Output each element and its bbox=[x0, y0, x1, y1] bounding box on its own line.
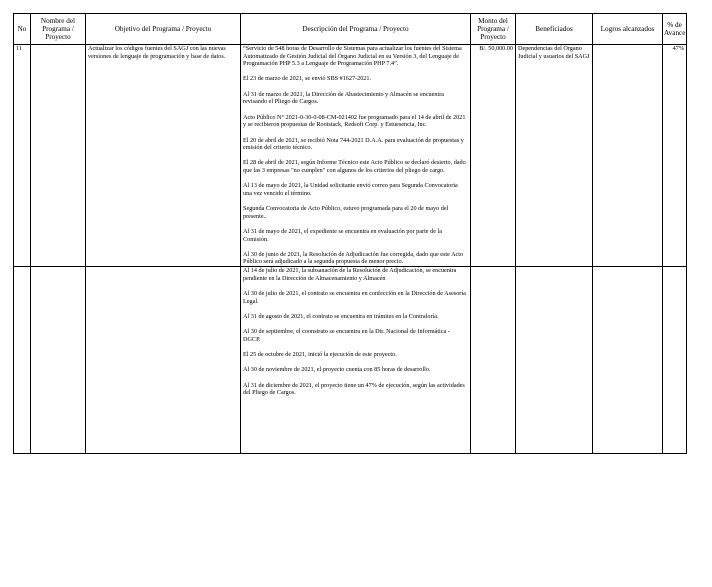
description-paragraph: Al 30 de septiembre, el coonstrato se encuentra en la Dir. Nacional de Informática - DGCP. bbox=[243, 328, 450, 343]
cell-avance: 47% bbox=[663, 45, 687, 267]
cell-nombre bbox=[31, 267, 86, 454]
description-paragraph: Al 31 de mayo de 2021, el expediente se encuentra en evaluación por parte de la Comisión. bbox=[243, 228, 442, 243]
cell-monto: B/. 50,000.00 bbox=[471, 45, 516, 267]
header-beneficiados: Beneficiados bbox=[516, 14, 593, 45]
cell-descripcion bbox=[241, 267, 471, 454]
cell-objetivo: Actualizar los códigos fuentes del SAGJ con las nuevas versiones de lenguaje de programación y base de datos. bbox=[86, 45, 241, 267]
program-report-table bbox=[13, 13, 687, 454]
cell-objetivo bbox=[86, 267, 241, 454]
description-paragraph: Al 13 de mayo de 2021, la Unidad solicitante envió correo para Segunda Convocatoria una vez vencido el término. bbox=[243, 182, 458, 197]
description-paragraph: El 23 de marzo de 2021, se envió SBS #1627-2021. bbox=[243, 75, 372, 83]
description-paragraph: Al 31 de marzo de 2021, la Dirección de Abastecimiento y Almacén se encuentra revisando el Pliego de Cargos. bbox=[243, 90, 445, 106]
description-paragraph: El 28 de abril de 2021, según Informe Técnico este Acto Público se declaró desierto, dado que las 3 empresas "no cumplen" con algunos de los criterios del pliego de cargo. bbox=[243, 159, 466, 174]
description-paragraph: Al 30 de noviembre de 2021, el proyecto cuenta con 85 horas de desarrollo. bbox=[243, 366, 431, 374]
cell-logros bbox=[593, 267, 663, 454]
cell-avance bbox=[663, 267, 687, 454]
header-nombre: Nombre del Programa / Proyecto bbox=[31, 14, 86, 45]
description-paragraph: Segunda Convocatoria de Acto Público, estuvo programada para el 20 de mayo del presente.. bbox=[243, 205, 449, 220]
cell-beneficiados bbox=[516, 267, 593, 454]
cell-beneficiados: Dependencias del Órgano Judicial y usuarios del SAGJ bbox=[516, 45, 593, 267]
header-avance: % de Avance bbox=[663, 14, 687, 45]
description-paragraph: Al 30 de julio de 2021, el contrato se encuentra en confección en la Dirección de Asesoría Legal. bbox=[243, 289, 466, 305]
cell-nombre bbox=[31, 45, 86, 267]
cell-descripcion bbox=[241, 45, 471, 267]
description-paragraph: Acto Público N° 2021-0-30-0-08-CM-021402 fue programado para el 14 de abril de 2021 y se recibieron propuestas de Rootstack, Redsoft Corp. y Estuesencia, Inc. bbox=[243, 113, 466, 129]
cell-logros bbox=[593, 45, 663, 267]
description-paragraph: Al 31 de agosto de 2021, el contrato se encuentra en trámites en la Contraloría. bbox=[243, 312, 439, 320]
cell-monto bbox=[471, 267, 516, 454]
header-descripcion: Descripción del Programa / Proyecto bbox=[241, 14, 471, 45]
description-paragraph: Al 14 de julio de 2021, la subsanación de la Resolución de Adjudicación, se encuentra pendiente en la Dirección de Almacenamiento y Almacén bbox=[243, 267, 457, 282]
description-paragraph: Al 30 de junio de 2021, la Resolución de Adjudicación fue corregida, dado que este Acto Público será adjudicado a la segunda propuesta de menor precio. bbox=[243, 250, 464, 266]
description-paragraph: El 20 de abril de 2021, se recibió Nota 744-2021 D.A.A. para evaluación de propuestas y emisión del criterio técnico. bbox=[243, 136, 464, 152]
header-objetivo: Objetivo del Programa / Proyecto bbox=[86, 14, 241, 45]
header-no: No bbox=[14, 14, 31, 45]
description-paragraph: Al 31 de diciembre de 2021, el proyecto tiene un 47% de ejecución, según las actividades del Pliego de Cargos. bbox=[243, 381, 465, 397]
header-logros: Logros alcanzados bbox=[593, 14, 663, 45]
description-paragraph: El 25 de octubre de 2021, inició la ejecución de este proyecto. bbox=[243, 350, 397, 358]
cell-no: 11 bbox=[14, 45, 31, 267]
cell-no bbox=[14, 267, 31, 454]
header-row bbox=[14, 14, 687, 45]
table-row bbox=[14, 45, 687, 267]
header-monto: Monto del Programa / Proyecto bbox=[471, 14, 516, 45]
description-paragraph: “Servicio de 548 horas de Desarrollo de Sistemas para actualizar los fuentes del Sistema Automatizado de Gestión Judicial del Órgano Judicial en su Versión 3, del Lenguaje de Programación PHP 5.3 a Lenguaje de Programación PHP 7.4”. bbox=[243, 45, 462, 68]
table-row bbox=[14, 267, 687, 454]
